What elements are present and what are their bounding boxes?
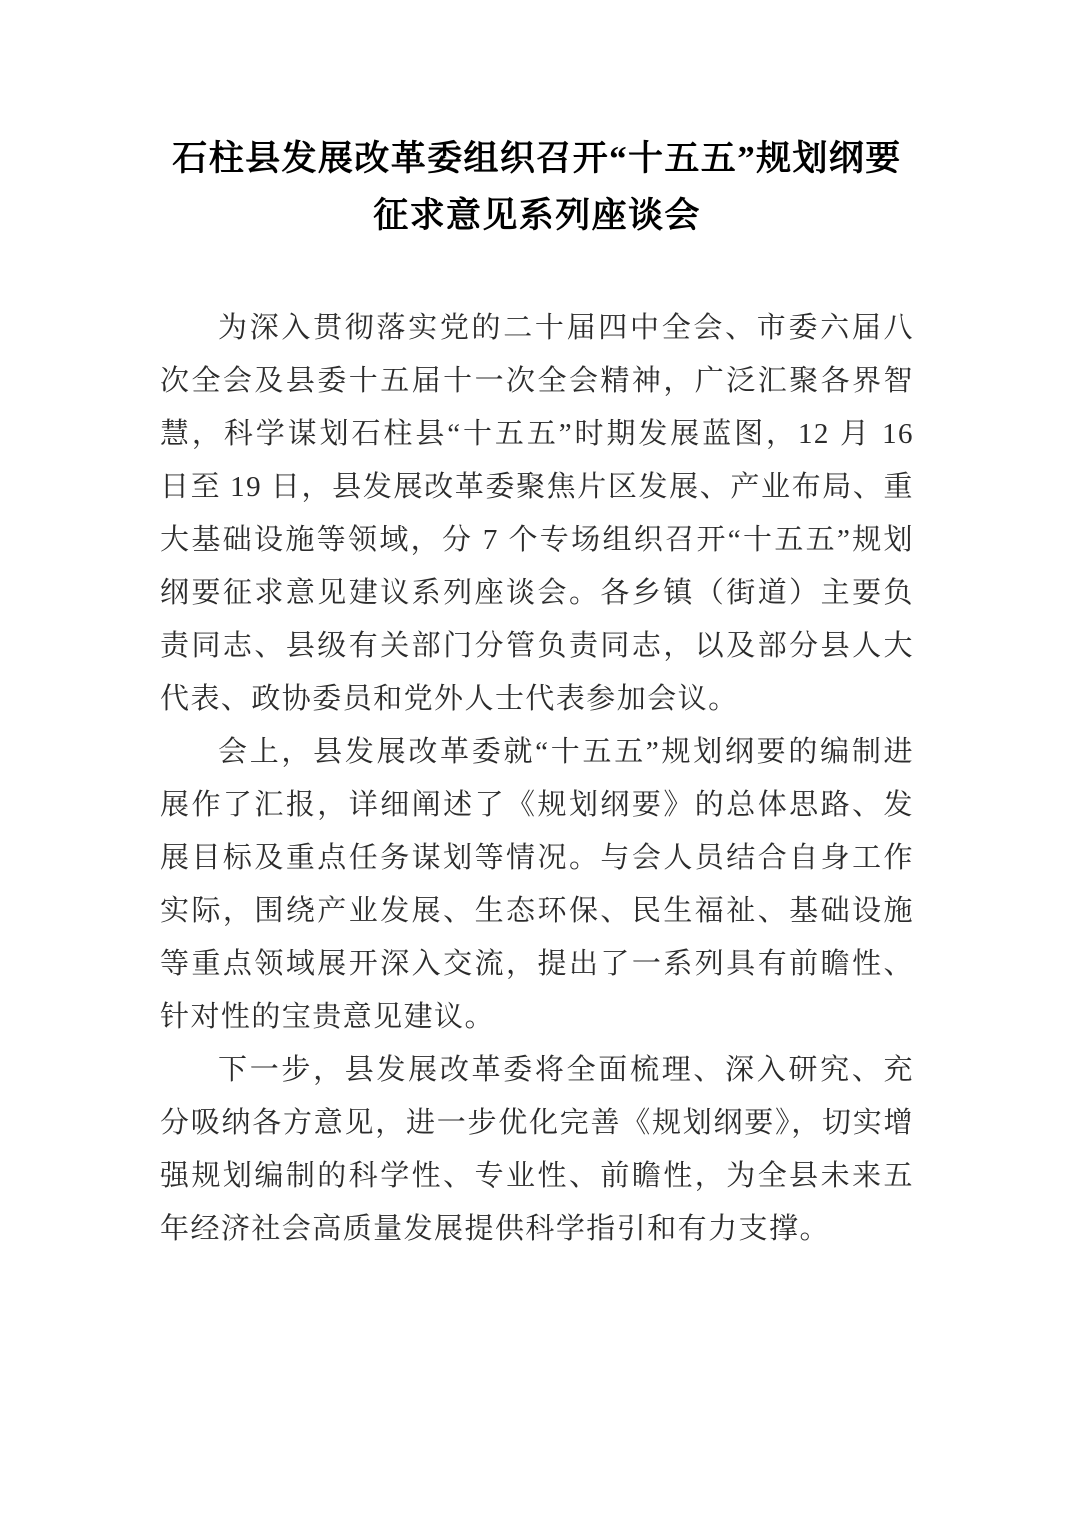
paragraph-3: 下一步，县发展改革委将全面梳理、深入研究、充分吸纳各方意见，进一步优化完善《规划纲要》，切实增强规划编制的科学性、专业性、前瞻性，为全县未来五年经济社会高质量发展提供科学指引和有力支撑。 (160, 1054, 914, 1245)
paragraph-1: 为深入贯彻落实党的二十届四中全会、市委六届八次全会及县委十五届十一次全会精神，广泛汇聚各界智慧，科学谋划石柱县“十五五”时期发展蓝图，12 月 16 日至 19 日，县发展改革委聚焦片区发展、产业布局、重大基础设施等领域，分 7 个专场组织召开“十五五”规划纲要征求意见建议系列座谈会。各乡镇（街道）主要负责同志、县级有关部门分管负责同志，以及部分县人大代表、政协委员和党外人士代表参加会议。 (160, 312, 914, 715)
document-title (0, 130, 1074, 244)
document-title-line-1: 石柱县发展改革委组织召开“十五五”规划纲要 (172, 139, 902, 178)
document-body (0, 302, 1074, 1256)
paragraph-2: 会上，县发展改革委就“十五五”规划纲要的编制进展作了汇报，详细阐述了《规划纲要》的总体思路、发展目标及重点任务谋划等情况。与会人员结合自身工作实际，围绕产业发展、生态环保、民生福祉、基础设施等重点领域展开深入交流，提出了一系列具有前瞻性、针对性的宝贵意见建议。 (160, 736, 914, 1033)
document-title-line-2: 征求意见系列座谈会 (373, 196, 701, 235)
